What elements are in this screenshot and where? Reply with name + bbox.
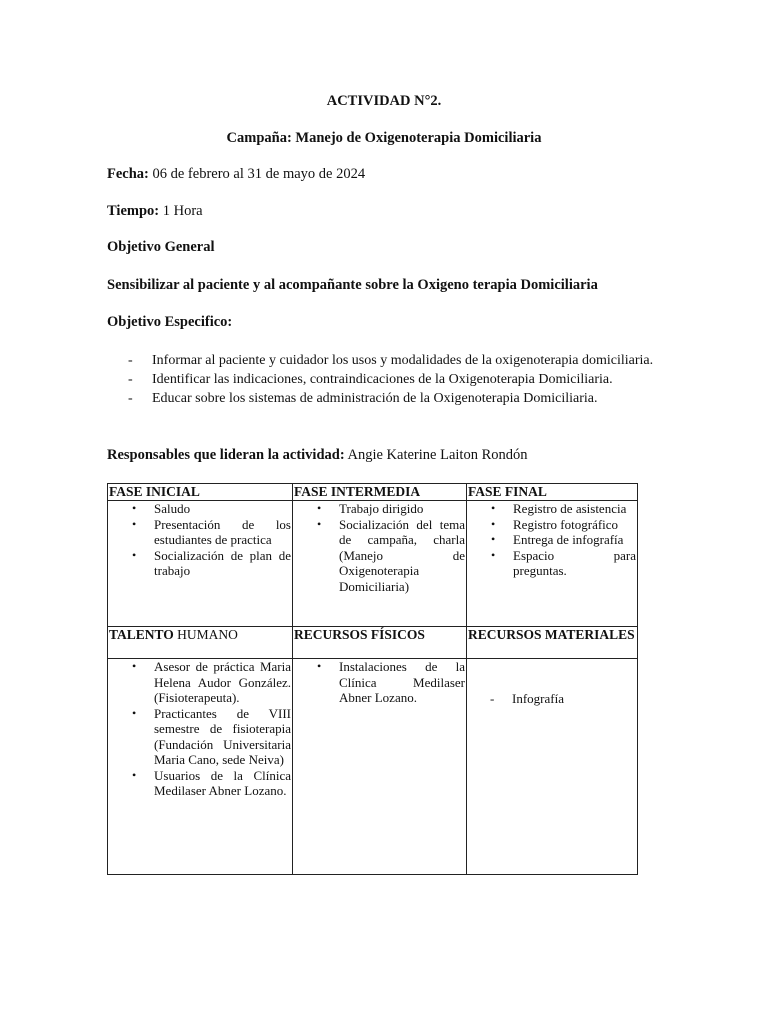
header-talento-humano: [108, 627, 293, 659]
list-item: • Registro fotográfico: [468, 517, 636, 533]
list-item: • Usuarios de la Clínica Medilaser Abner Lozano.: [109, 768, 291, 799]
header-fase-inicial: FASE INICIAL: [108, 484, 293, 501]
fecha-line: [107, 166, 365, 183]
list-item: • Practicantes de VIII semestre de fisioterapia (Fundación Universitaria Maria Cano, sede Neiva): [109, 706, 291, 768]
list-item: • Espacio para preguntas.: [468, 548, 636, 579]
responsables-line: [107, 447, 528, 464]
header-talento-normal: HUMANO: [173, 627, 238, 642]
header-talento-bold: TALENTO: [109, 627, 174, 642]
campaign-line: [0, 130, 768, 147]
list-item: • Asesor de práctica Maria Helena Audor González. (Fisioterapeuta).: [109, 659, 291, 706]
fecha-value: 06 de febrero al 31 de mayo de 2024: [152, 166, 366, 182]
tiempo-line: [107, 203, 203, 220]
list-item: - Identificar las indicaciones, contraindicaciones de la Oxigenoterapia Domiciliaria.: [107, 370, 660, 389]
responsables-label: Responsables que lideran la actividad:: [107, 447, 345, 463]
list-item: • Entrega de infografía: [468, 532, 636, 548]
list-item: • Socialización de plan de trabajo: [109, 548, 291, 579]
activity-table: [107, 483, 638, 875]
fase-inicial-cell: [108, 501, 293, 627]
objetivo-especifico-heading: Objetivo Especifico:: [107, 314, 233, 330]
campaign-label: Campaña:: [226, 130, 292, 146]
list-item: - Educar sobre los sistemas de administración de la Oxigenoterapia Domiciliaria.: [107, 389, 660, 408]
responsables-value: Angie Katerine Laiton Rondón: [347, 447, 528, 463]
list-item: • Instalaciones de la Clínica Medilaser Abner Lozano.: [294, 659, 465, 706]
objetivo-general-text: Sensibilizar al paciente y al acompañante sobre la Oxigeno terapia Domiciliaria: [107, 277, 598, 293]
recursos-fisicos-cell: [293, 659, 467, 875]
list-item: • Registro de asistencia: [468, 501, 636, 517]
list-item: - Informar al paciente y cuidador los usos y modalidades de la oxigenoterapia domiciliaria.: [107, 351, 660, 370]
fecha-label: Fecha:: [107, 166, 149, 182]
header-fase-final: FASE FINAL: [467, 484, 638, 501]
tiempo-label: Tiempo:: [107, 203, 160, 219]
talento-humano-cell: [108, 659, 293, 875]
list-item: • Presentación de los estudiantes de practica: [109, 517, 291, 548]
objetivo-especifico-list: [107, 351, 660, 408]
table-row: [108, 501, 638, 627]
list-item: - Infografía: [468, 691, 636, 707]
list-item: • Socialización del tema de campaña, charla (Manejo de Oxigenoterapia Domiciliaria): [294, 517, 465, 595]
table-row: [108, 659, 638, 875]
header-recursos-fisicos: RECURSOS FÍSICOS: [293, 627, 467, 659]
tiempo-value: 1 Hora: [162, 203, 203, 219]
table-header-row: [108, 627, 638, 659]
header-recursos-materiales: RECURSOS MATERIALES: [467, 627, 638, 659]
header-fase-intermedia: FASE INTERMEDIA: [293, 484, 467, 501]
list-item: • Trabajo dirigido: [294, 501, 465, 517]
fase-intermedia-cell: [293, 501, 467, 627]
table-header-row: [108, 484, 638, 501]
fase-final-cell: [467, 501, 638, 627]
recursos-materiales-cell: [467, 659, 638, 875]
list-item: • Saludo: [109, 501, 291, 517]
campaign-value: Manejo de Oxigenoterapia Domiciliaria: [295, 130, 542, 146]
activity-title: ACTIVIDAD N°2.: [326, 93, 442, 109]
objetivo-general-heading: Objetivo General: [107, 239, 215, 255]
